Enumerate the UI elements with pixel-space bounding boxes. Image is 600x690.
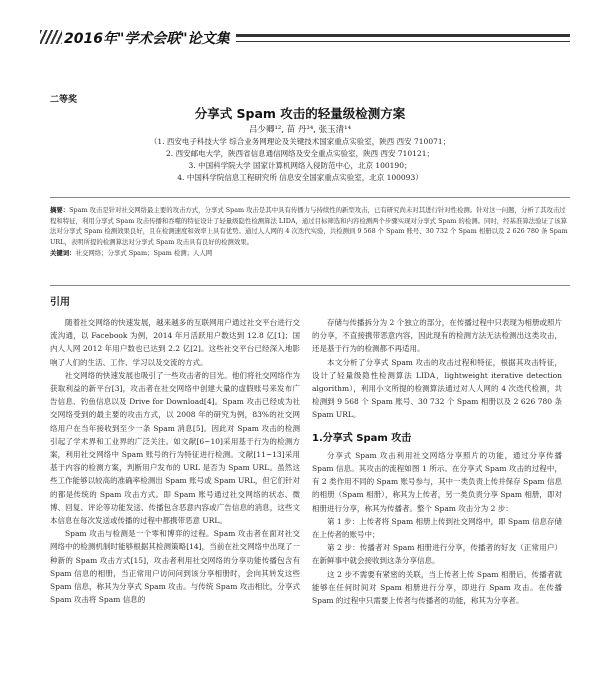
body-paragraph: 分享式 Spam 攻击利用社交网络分享照片的功能，通过分享传播 Spam 信息。其攻击的流程如图 1 所示。在分享式 Spam 攻击的过程中，有 2 类作用不同的 Spam 账号参与，其中一类负责上传并保存 Spam 信息的相册（Spam 相册），称其为上传者，另一类负责分享 Spam 相册，即对相册进行分享，称其为传播者。整个 Spam 攻击分为 2 步：	[312, 450, 562, 513]
abstract-label: 摘要：	[50, 206, 70, 214]
award-label: 二等奖	[50, 95, 78, 105]
abstract-text: Spam 攻击是针对社交网络最主要的攻击方式，分享式 Spam 攻击是其中具有传播力与持续性的新型攻击，已有研究尚未对其进行针对性检测。针对这一问题，分析了其攻击过程和特征，利用分享式 Spam 攻击传播和吞噬的特征设计了轻量级隐性检测算法 LIDA，通过目标筛选和内容检测两个步骤实现对分享式 Spam 的检测。同时，经基准算法验证了该算法对分享式 Spam 检测效果良好，且在检测速度和效率上具有优势。通过人人网的 4 次迭代实验，共检测到 9 568 个 Spam 账号、30 732 个 Spam 相册以及 2 626 780 条 Spam URL，表明所提的检测算法对分享式 Spam 攻击具有良好的检测效果。	[50, 206, 568, 246]
body-paragraph: 第 1 步：上传者将 Spam 相册上传到社交网络中，即 Spam 信息存储在上传者的账号中；	[312, 516, 562, 540]
affiliation-line: 2. 西安邮电大学，陕西省信息通信网络及安全重点实验室，陕西 西安 710121；	[166, 149, 434, 158]
banner-rule-thick	[205, 34, 570, 37]
right-column	[312, 316, 562, 607]
body-paragraph: 本文分析了分享式 Spam 攻击的攻击过程和特征，根据其攻击特征，设计了轻量级隐性检测算法 LIDA，lightweight iterative detection algorithm），利用小文所提的检测算法通过对人人网的 4 次迭代检测，共检测到 9 568 个 Spam 账号、30 732 个 Spam 相册以及 2 626 780 条 Spam URL。	[312, 357, 562, 420]
body-paragraph: 社交网络的快速发展也吸引了一些攻击者的目光。他们将社交网络作为获取利益的新平台[3]，攻击者在社交网络中创建大量的虚假账号来发布广告信息、钓鱼信息以及 Drive for Download[4]。Spam 攻击已经成为社交网络受到的最主要的攻击方式，以 2008 年的研究为例，83%的社交网络用户在当年接收到至少一条 Spam 消息[5]。因此对 Spam 攻击的检测引起了学术界和工业界的广泛关注。如文献[6~10]采用基于行为的检测方案，利用社交网络中 Spam 账号的行为特征进行检测。文献[11~13]采用基于内容的检测方案，判断用户发布的 URL 是否为 Spam URL。虽然这些工作能够以较高的准确率检测出 Spam 账号或 Spam URL，但它们针对的都是传统的 Spam 攻击方式。即 Spam 账号通过社交网络的状态、微博、回复、评论等功能发送、传播包含恶意内容或广告信息的消息，这些文本信息在每次发送或传播的过程中都携带恶意 URL。	[50, 370, 300, 526]
intro-heading: 引用	[50, 297, 70, 308]
body-paragraph: 存储与传播拆分为 2 个独立的部分，在传播过程中只表现为相册或照片的分享，不直接携带恶意内容，因此现有的检测方法无法检测出这类攻击，还是基于行为的检测都不再适用。	[312, 318, 562, 354]
paper-authors: 吕少卿¹², 苗 丹³⁴, 张玉清¹⁴	[249, 125, 351, 135]
body-paragraph: 随着社交网络的快速发展，越来越多的互联网用户通过社交平台进行交流沟通，以 Facebook 为例，2014 年月活跃用户数达到 12.8 亿[1]；国内人人网 2012 年用户数也已达到 2.2 亿[2]。这些社交平台已经深入地影响了人们的生活、工作、学习以及交流的方式。	[50, 318, 300, 367]
keywords	[50, 248, 570, 259]
abstract	[50, 205, 570, 247]
keywords-label: 关键词：	[50, 249, 76, 258]
abstract-bottom-rule	[50, 285, 570, 286]
abstract-top-rule	[50, 197, 570, 198]
keywords-text: 社交网络；分享式 Spam；Spam 检测；人人网	[75, 249, 213, 258]
affiliation-line: （1. 西安电子科技大学 综合业务网理论及关键技术国家重点实验室，陕西 西安 710071；	[149, 137, 451, 146]
banner-title: 2016年"学术会联"论文集	[62, 28, 236, 48]
paper-title: 分享式 Spam 攻击的轻量级检测方案	[194, 106, 406, 121]
body-paragraph: 这 2 步不需要有紧密的关联，当上传者上传 Spam 相册后，传播者就能够在任何时间对 Spam 相册进行分享，即进行 Spam 攻击。在传播 Spam 的过程中只需要上传者与传播者的功能，称其为分享者。	[312, 569, 562, 606]
journal-banner	[40, 28, 570, 48]
banner-rule-thin	[190, 41, 570, 42]
left-column	[50, 316, 300, 606]
abstract-block	[50, 205, 570, 259]
section-1-heading: 1.分享式 Spam 攻击	[312, 432, 412, 444]
body-paragraph: Spam 攻击与检测是一个零和博弈的过程。Spam 攻击者在面对社交网络中的检测机制时能够根据其检测策略[14]，当前在社交网络中出现了一种新的 Spam 攻击方式[15]，攻击者利用社交网络的分享功能传播包含有 Spam 信息的相册，当正常用户访问问到该分享相册时，会向其转发这些 Spam 信息，称其为分享式 Spam 攻击。与传统 Spam 攻击相比，分享式 Spam 攻击将 Spam 信息的	[50, 529, 300, 605]
body-paragraph: 第 2 步：传播者对 Spam 相册进行分享，传播者的好友（正常用户）在新鲜事中就会接收到这条分享信息。	[312, 543, 562, 566]
banner-slash-decoration	[40, 30, 62, 44]
affiliation-line: 3. 中国科学院大学 国家计算机网络入侵防范中心，北京 100190；	[188, 161, 412, 170]
affiliation-line: 4. 中国科学院信息工程研究所 信息安全国家重点实验室，北京 100093）	[177, 173, 423, 182]
